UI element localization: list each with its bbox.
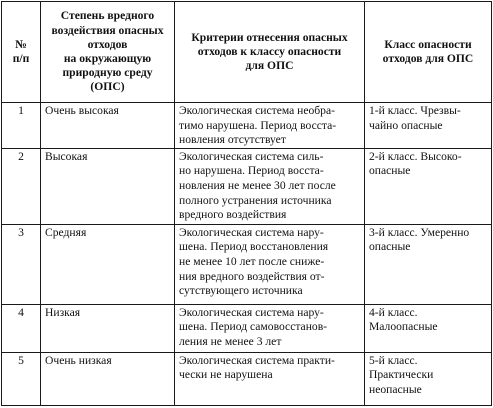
row-number: 4 xyxy=(2,304,41,352)
table-row xyxy=(2,352,492,405)
criteria-cell: Экологическая система силь- но нарушена. Период восста- новления не менее 30 лет после полного устранения источника вредного воздействия xyxy=(175,148,365,224)
table-row xyxy=(2,304,492,352)
criteria-cell: Экологическая система нару- шена. Период восстановления не менее 10 лет после сниже- ния вредного воздействия от- сутствующего источника xyxy=(175,224,365,304)
row-number: 5 xyxy=(2,352,41,405)
header-number: № п/п xyxy=(2,2,41,103)
row-number: 2 xyxy=(2,148,41,224)
table-row xyxy=(2,103,492,149)
hazard-class-cell: 2-й класс. Высоко- опасные xyxy=(365,148,492,224)
impact-degree-cell: Низкая xyxy=(41,304,175,352)
row-number: 3 xyxy=(2,224,41,304)
table-header-row xyxy=(2,2,492,103)
impact-degree-cell: Высокая xyxy=(41,148,175,224)
header-impact-degree: Степень вредного воздействия опасных отходов на окружающую природную среду (ОПС) xyxy=(41,2,175,103)
impact-degree-cell: Очень высокая xyxy=(41,103,175,149)
hazard-class-cell: 3-й класс. Умеренно опасные xyxy=(365,224,492,304)
impact-degree-cell: Очень низкая xyxy=(41,352,175,405)
table-row xyxy=(2,148,492,224)
hazard-class-cell: 4-й класс. Малоопасные xyxy=(365,304,492,352)
criteria-cell: Экологическая система практи- чески не нарушена xyxy=(175,352,365,405)
hazard-class-table xyxy=(1,1,492,406)
hazard-class-cell: 5-й класс. Практически неопасные xyxy=(365,352,492,405)
impact-degree-cell: Средняя xyxy=(41,224,175,304)
row-number: 1 xyxy=(2,103,41,149)
criteria-cell: Экологическая система необра- тимо нарушена. Период восста- новления отсутствует xyxy=(175,103,365,149)
hazard-class-cell: 1-й класс. Чрезвы- чайно опасные xyxy=(365,103,492,149)
header-criteria: Критерии отнесения опасных отходов к классу опасности для ОПС xyxy=(175,2,365,103)
header-hazard-class: Класс опасности отходов для ОПС xyxy=(365,2,492,103)
table-row xyxy=(2,224,492,304)
criteria-cell: Экологическая система нару- шена. Период самовосстанов- ления не менее 3 лет xyxy=(175,304,365,352)
